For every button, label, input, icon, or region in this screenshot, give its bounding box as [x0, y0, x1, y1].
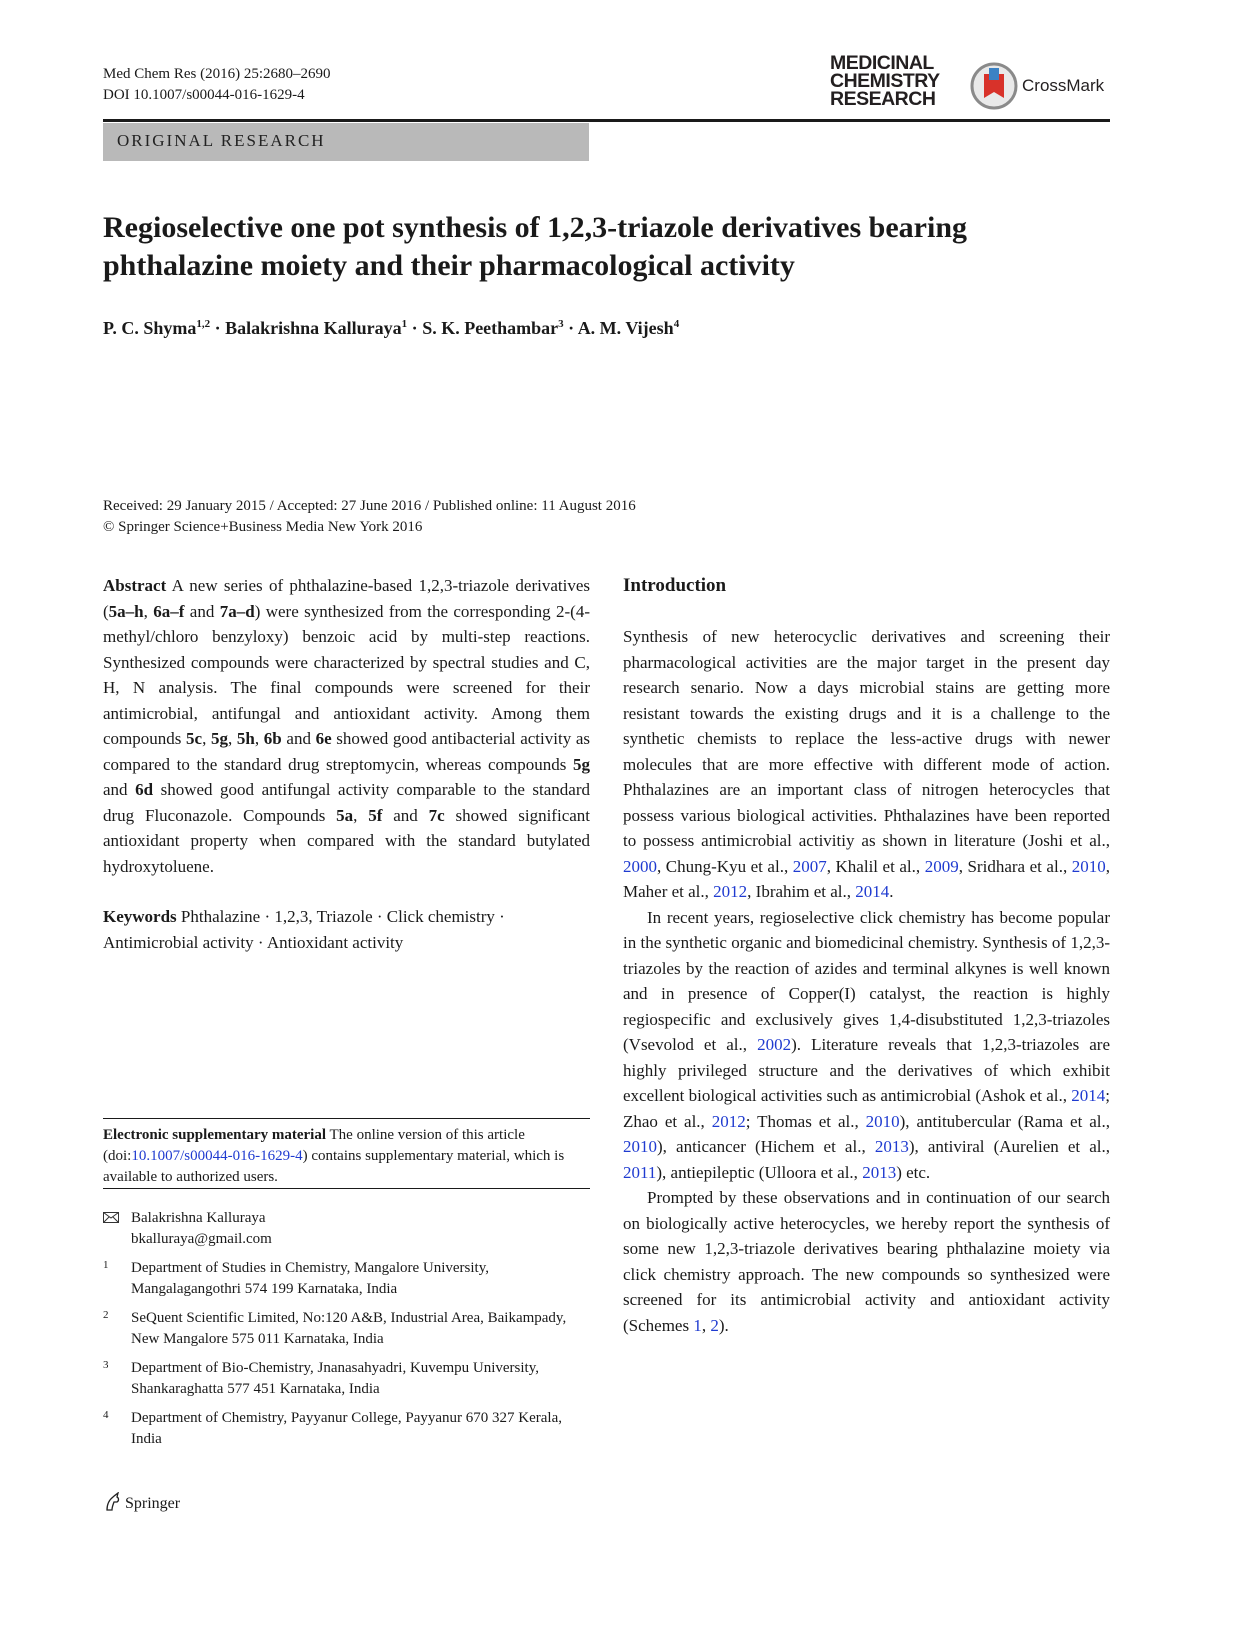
- intro-paragraph-3: Prompted by these observations and in continuation of our search on biologically active heterocycles, we hereby report the synthesis of some new 1,2,3-triazole derivatives bearing phthalazine moiety via click chemistry approach. The new compounds so synthesized were screened for its antimicrobial activity and antioxidant activity (Schemes 1, 2).: [623, 1188, 1110, 1335]
- citation-link[interactable]: 2013: [862, 1162, 897, 1182]
- publication-dates: [103, 496, 636, 538]
- envelope-icon: [103, 1212, 119, 1223]
- citation-link[interactable]: 2012: [711, 1111, 746, 1131]
- section-label: ORIGINAL RESEARCH: [117, 131, 326, 150]
- citation-link[interactable]: 2010: [865, 1111, 900, 1131]
- right-column: [623, 573, 1110, 1338]
- citation-link[interactable]: 2007: [792, 856, 827, 876]
- section-banner: [103, 123, 589, 161]
- scheme-link[interactable]: 2: [710, 1315, 719, 1335]
- crossmark-icon[interactable]: [970, 58, 1018, 114]
- citation-link[interactable]: 2010: [623, 1137, 657, 1156]
- supplementary-note: Electronic supplementary material The online version of this article (doi:10.1007/s00044-016-1629-4) contains supplementary material, which is available to authorized users.: [103, 1127, 565, 1185]
- author-name[interactable]: S. K. Peethambar: [422, 318, 559, 338]
- author-list: P. C. Shyma$^{1,2}$ · Balakrishna Kalluraya$^1$ · S. K. Peethambar$^3$ · A. M. Vijesh$^4$: [103, 318, 680, 338]
- scheme-link[interactable]: 1: [693, 1315, 702, 1335]
- supplementary-doi-link[interactable]: 10.1007/s00044-016-1629-4: [131, 1148, 303, 1164]
- publisher-name: Springer: [125, 1495, 181, 1512]
- left-column: [103, 573, 590, 955]
- page-footer: [103, 1492, 180, 1513]
- journal-citation: Med Chem Res (2016) 25:2680–2690: [103, 66, 331, 82]
- copyright-notice: © Springer Science+Business Media New York 2016: [103, 519, 423, 535]
- article-doi: DOI 10.1007/s00044-016-1629-4: [103, 87, 305, 103]
- author-name[interactable]: A. M. Vijesh: [577, 318, 674, 338]
- crossmark-label[interactable]: CrossMark: [1022, 76, 1105, 95]
- keywords: Keywords Phthalazine · 1,2,3, Triazole · Click chemistry · Antimicrobial activity · Antioxidant activity: [103, 907, 505, 952]
- citation-link[interactable]: 2009: [924, 856, 959, 876]
- intro-paragraph-2: In recent years, regioselective click chemistry has become popular in the synthetic organic and biomedicinal chemistry. Synthesis of 1,2,3-triazoles by the reaction of azides and terminal alkynes is well known and in presence of Copper(I) catalyst, the reaction is highly regiospecific and exclusively gives 1,4-disubstituted 1,2,3-triazoles (Vsevolod et al., 2002). Literature reveals that 1,2,3-triazoles are highly privileged structure and the derivatives of which exhibit excellent biological activities such as antimicrobial (Ashok et al., 2014; Zhao et al., 2012; Thomas et al., 2010), antitubercular (Rama et al., 2010), anticancer (Hichem et al., 2013), antiviral (Aurelien et al., 2011), antiepileptic (Ulloora et al., 2013) etc.: [623, 907, 1111, 1182]
- citation-link[interactable]: 2014: [1071, 1086, 1106, 1105]
- keywords-label: Keywords: [103, 907, 177, 926]
- citation-link[interactable]: 2012: [713, 882, 748, 901]
- citation-link[interactable]: 2000: [623, 856, 657, 876]
- citation-link[interactable]: 2010: [1071, 856, 1106, 876]
- intro-paragraph-1: Synthesis of new heterocyclic derivatives and screening their pharmacological activities are the major target in the present day research senario. Now a days microbial stains are getting more resistant towards the existing drugs and it is a challenge to the synthetic chemists to replace the less-active drugs with newer molecules that are more effective with different mode of action. Phthalazines are an important class of nitrogen heterocycles that possess various biological activities. Phthalazines have been reported to possess antimicrobial activitiy as shown in literature (Joshi et al., 2000, Chung-Kyu et al., 2007, Khalil et al., 2009, Sridhara et al., 2010, Maher et al., 2012, Ibrahim et al., 2014.: [623, 627, 1110, 901]
- abstract: Abstract A new series of phthalazine-based 1,2,3-triazole derivatives (5a–h, 6a–f and 7a–d) were synthesized from the corresponding 2-(4-methyl/chloro benzyloxy) benzoic acid by multi-step reactions. Synthesized compounds were characterized by spectral studies and C, H, N analysis. The final compounds were screened for their antimicrobial, antifungal and antioxidant activity. Among them compounds 5c, 5g, 5h, 6b and 6e showed good antibacterial activity as compared to the standard drug streptomycin, whereas compounds 5g and 6d showed good antifungal activity comparable to the standard drug Fluconazole. Compounds 5a, 5f and 7c showed significant antioxidant property when compared with the standard butylated hydroxytoluene.: [103, 576, 591, 876]
- author-name[interactable]: P. C. Shyma: [103, 318, 197, 338]
- corresponding-author: Balakrishna Kalluraya: [131, 1210, 266, 1226]
- corresponding-email[interactable]: bkalluraya@gmail.com: [131, 1231, 272, 1247]
- citation-link[interactable]: 2011: [623, 1162, 657, 1182]
- citation-link[interactable]: 2013: [874, 1137, 909, 1156]
- footnote-rule: [103, 1188, 590, 1189]
- supplementary-rule: [103, 1118, 590, 1119]
- header-rule: [103, 119, 1110, 122]
- journal-reference: [103, 64, 330, 106]
- author-name[interactable]: Balakrishna Kalluraya: [225, 318, 402, 338]
- citation-link[interactable]: 2002: [757, 1035, 792, 1054]
- introduction-heading: Introduction: [623, 575, 727, 596]
- springer-horse-icon: [103, 1492, 121, 1512]
- journal-logo: MEDICINAL CHEMISTRY RESEARCH: [830, 52, 940, 110]
- citation-link[interactable]: 2014: [855, 882, 890, 901]
- history-dates: Received: 29 January 2015 / Accepted: 27 June 2016 / Published online: 11 August 2016: [103, 498, 636, 514]
- abstract-label: Abstract: [103, 576, 167, 595]
- article-title: Regioselective one pot synthesis of 1,2,3-triazole derivatives bearing phthalazine moiety and their pharmacological activity: [103, 211, 968, 282]
